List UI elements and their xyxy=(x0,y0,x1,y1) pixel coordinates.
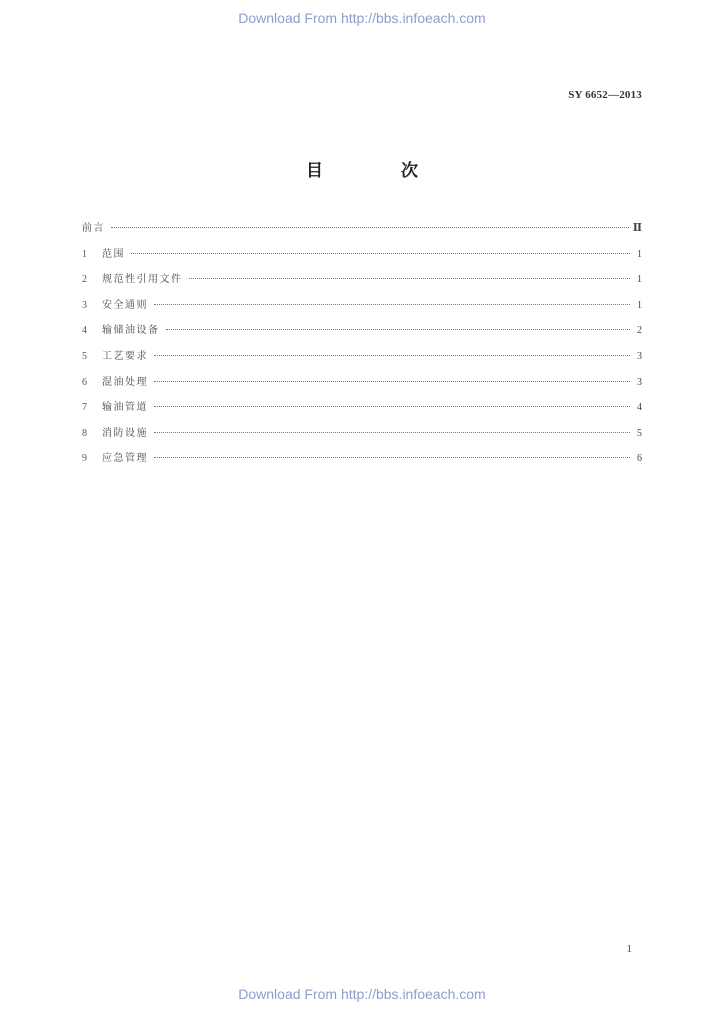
watermark-bottom: Download From http://bbs.infoeach.com xyxy=(238,986,486,1002)
toc-entry-page: 1 xyxy=(637,299,642,311)
toc-entry-number: 7 xyxy=(82,402,87,414)
toc-entry-page: 1 xyxy=(637,248,642,260)
toc-entry-label: 输储油设备 xyxy=(102,325,160,337)
toc-entry-general-safety[interactable] xyxy=(82,296,642,322)
toc-entry-number: 1 xyxy=(82,248,87,260)
toc-entry-process-requirements[interactable] xyxy=(82,347,642,373)
dot-leader xyxy=(154,355,630,356)
toc-entry-number: 6 xyxy=(82,376,87,388)
page-title: 目 次 xyxy=(306,161,454,181)
toc-entry-scope[interactable] xyxy=(82,245,642,271)
toc-entry-label: 应急管理 xyxy=(102,453,148,465)
toc-entry-page: 6 xyxy=(637,453,642,465)
toc-entry-label: 安全通则 xyxy=(102,299,148,311)
toc-entry-normative-references[interactable] xyxy=(82,270,642,296)
watermark-top: Download From http://bbs.infoeach.com xyxy=(238,10,486,26)
toc-entry-label: 混油处理 xyxy=(102,376,148,388)
toc-entry-pipeline[interactable] xyxy=(82,398,642,424)
dot-leader xyxy=(154,406,630,407)
document-code: SY 6652—2013 xyxy=(568,89,642,101)
dot-leader xyxy=(154,381,630,382)
toc-entry-number: 2 xyxy=(82,274,87,286)
toc-entry-page: 4 xyxy=(637,402,642,414)
toc-entry-page: 2 xyxy=(637,325,642,337)
toc-entry-page: 3 xyxy=(637,350,642,362)
toc-entry-label: 范围 xyxy=(102,248,125,260)
dot-leader xyxy=(111,227,629,228)
dot-leader xyxy=(154,457,630,458)
toc-entry-page: Ⅱ xyxy=(632,222,642,234)
toc-entry-label: 输油管道 xyxy=(102,402,148,414)
toc-entry-foreword[interactable] xyxy=(82,219,642,245)
dot-leader xyxy=(154,304,630,305)
toc-entry-page: 3 xyxy=(637,376,642,388)
dot-leader xyxy=(154,432,630,433)
toc-entry-fire-protection[interactable] xyxy=(82,424,642,450)
toc-entry-page: 1 xyxy=(637,274,642,286)
toc-entry-number: 5 xyxy=(82,350,87,362)
dot-leader xyxy=(131,253,630,254)
toc-entry-number: 8 xyxy=(82,427,87,439)
toc-entry-number: 9 xyxy=(82,453,87,465)
table-of-contents xyxy=(82,219,642,475)
toc-entry-emergency-management[interactable] xyxy=(82,449,642,475)
toc-entry-number: 4 xyxy=(82,325,87,337)
toc-entry-oil-equipment[interactable] xyxy=(82,321,642,347)
dot-leader xyxy=(189,278,631,279)
toc-entry-number: 3 xyxy=(82,299,87,311)
toc-entry-label: 规范性引用文件 xyxy=(102,274,183,286)
toc-entry-label: 工艺要求 xyxy=(102,350,148,362)
page-number: 1 xyxy=(626,943,632,955)
dot-leader xyxy=(166,329,631,330)
toc-entry-mixed-oil[interactable] xyxy=(82,373,642,399)
toc-entry-label: 消防设施 xyxy=(102,427,148,439)
toc-entry-label: 前言 xyxy=(82,223,105,234)
toc-entry-page: 5 xyxy=(637,427,642,439)
